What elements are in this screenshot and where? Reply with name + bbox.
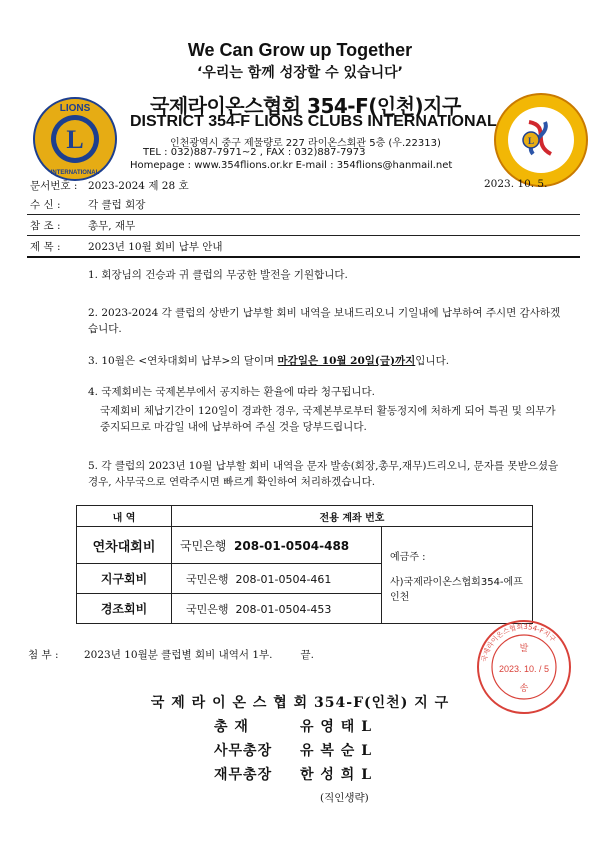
divider <box>27 235 580 236</box>
signer-title: 재무총장 <box>214 767 273 783</box>
reference-row: 참 조 : 총무, 재무 <box>30 220 136 232</box>
svg-text:송: 송 <box>519 684 529 694</box>
organization-name-korean: 국제라이온스협회 354-F(인천)지구 <box>150 94 461 118</box>
recipient: 각 클럽 회장 <box>88 199 146 211</box>
table-cell-item: 지구회비 <box>77 564 172 594</box>
organization-name-english: DISTRICT 354-F LIONS CLUBS INTERNATIONAL <box>130 113 497 130</box>
table-cell-item: 연차대회비 <box>77 527 172 564</box>
svg-text:LIONS: LIONS <box>59 103 91 114</box>
table-cell-account: 국민은행 208-01-0504-461 <box>172 564 382 594</box>
svg-text:국제라이온스협회354-F지구: 국제라이온스협회354-F지구 <box>480 622 558 663</box>
reference: 총무, 재무 <box>88 220 136 232</box>
signer-title: 총 재 <box>214 719 249 735</box>
account-table <box>76 505 533 624</box>
slogan-korean: ‘우리는 함께 성장할 수 있습니다’ <box>197 65 403 81</box>
tel-fax: TEL : 032)887-7971~2 , FAX : 032)887-7973 <box>143 147 366 158</box>
account-holder: 예금주 : 사)국제라이온스협회354-에프인천 <box>382 527 533 624</box>
seal-omitted-note: (직인생략) <box>320 792 369 804</box>
homepage-email: Homepage : www.354flions.or.kr E-mail : 354flions@hanmail.net <box>130 160 453 171</box>
paragraph-4-line-2: 국제회비 체납기간이 120일이 경과한 경우, 국제본부로부터 활동정지에 처하게 되어 특권 및 의무가 중지되므로 마감일 내에 납부하여 주실 것을 당부드립니다. <box>100 405 556 433</box>
signer-title: 사무총장 <box>214 743 273 759</box>
table-header-account: 전용 계좌 번호 <box>172 506 533 527</box>
svg-text:발: 발 <box>519 644 529 654</box>
signer-name: 유 복 순 L <box>300 743 373 759</box>
table-header-item: 내 역 <box>77 506 172 527</box>
signer-name: 유 영 태 L <box>300 719 373 735</box>
district-seal-logo <box>493 92 589 188</box>
subject-row: 제 목 : 2023년 10월 회비 납부 안내 <box>30 241 223 253</box>
document-number: 2023-2024 제 28 호 <box>88 180 189 192</box>
recipient-row: 수 신 : 각 클럽 회장 <box>30 199 146 211</box>
slogan-english: We Can Grow up Together <box>187 40 413 60</box>
document-date: 2023. 10. 5. <box>484 178 548 190</box>
table-row <box>77 527 533 564</box>
table-cell-account: 국민은행 208-01-0504-453 <box>172 594 382 624</box>
paragraph-1: 1. 회장님의 건승과 귀 클럽의 무궁한 발전을 기원합니다. <box>88 269 348 281</box>
attachment-row: 첨 부 : 2023년 10월분 클럽별 회비 내역서 1부. 끝. <box>28 649 314 661</box>
svg-text:2023. 10. / 5: 2023. 10. / 5 <box>498 664 550 674</box>
deadline-text: 마감일은 10월 20일(금)까지 <box>277 355 416 367</box>
paragraph-2: 2. 2023-2024 각 클럽의 상반기 납부할 회비 내역을 보내드리오니 기일내에 납부하여 주시면 감사하겠습니다. <box>88 307 561 335</box>
svg-text:L: L <box>527 136 535 146</box>
attachment-text: 2023년 10월분 클럽별 회비 내역서 1부. <box>84 649 273 661</box>
document-number-row: 문서번호 : 2023-2024 제 28 호 <box>30 180 189 192</box>
address: 인천광역시 중구 제물량로 227 라이온스회관 5층 (우.22313) <box>170 138 441 149</box>
svg-text:INTERNATIONAL: INTERNATIONAL <box>50 170 100 176</box>
table-cell-item: 경조회비 <box>77 594 172 624</box>
divider <box>27 256 580 258</box>
svg-text:L: L <box>66 125 84 154</box>
subject: 2023년 10월 회비 납부 안내 <box>88 241 223 253</box>
footer-organization: 국 제 라 이 온 스 협 회 354-F(인천) 지 구 <box>150 695 450 711</box>
end-mark: 끝. <box>300 649 314 661</box>
signer-name: 한 성 희 L <box>300 767 373 783</box>
divider <box>27 214 580 215</box>
lions-logo <box>32 96 118 182</box>
paragraph-3: 3. 10월은 <연차대회비 납부>의 달이며 마감일은 10월 20일(금)까지입니다. <box>88 355 450 367</box>
paragraph-4-line-1: 4. 국제회비는 국제본부에서 공지하는 환율에 따라 청구됩니다. <box>88 386 375 398</box>
table-cell-account: 국민은행 208-01-0504-488 <box>172 527 382 564</box>
paragraph-5: 5. 각 클럽의 2023년 10월 납부할 회비 내역을 문자 발송(회장,총무,재무)드리오니, 문자를 못받으셨을 경우, 사무국으로 연락주시면 빠르게 확인하여 처리하겠습니다. <box>88 460 559 488</box>
